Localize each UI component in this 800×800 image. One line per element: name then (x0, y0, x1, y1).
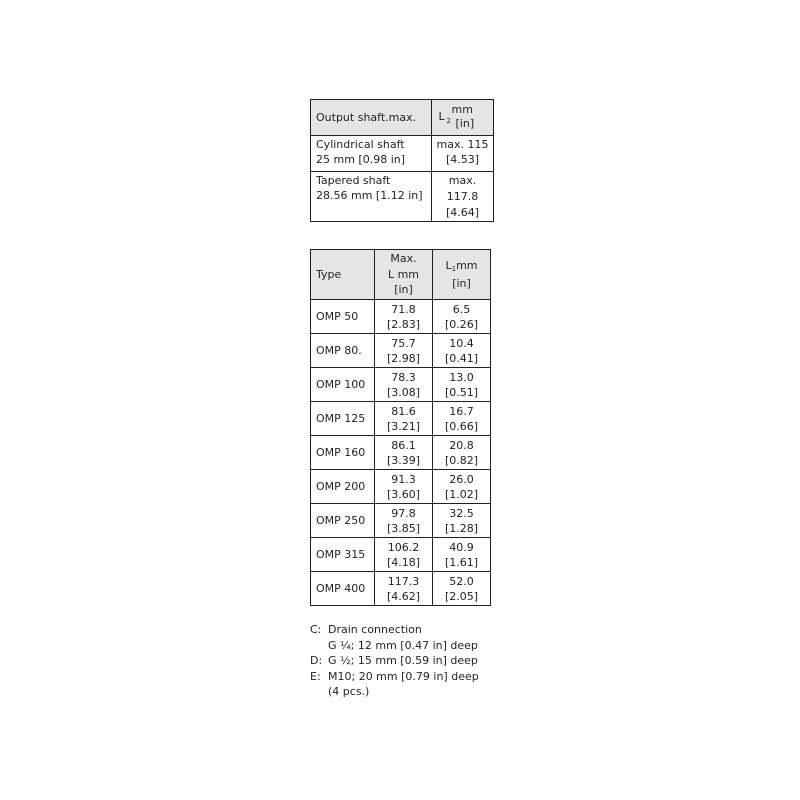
l1-in: [0.66] (444, 419, 479, 433)
l1-mm: 32.5 (449, 506, 474, 520)
l1-in: [0.51] (444, 385, 479, 399)
type-table-body (311, 300, 491, 606)
shaft-value-cell (432, 171, 494, 221)
l2-subscript: 2 (446, 117, 451, 125)
shaft-value-line2: [4.53] (445, 153, 480, 166)
l1-cell (433, 368, 491, 402)
type-cell: OMP 200 (311, 470, 375, 504)
note-d (310, 653, 479, 669)
l1-cell (433, 300, 491, 334)
max-l-line2: L mm (387, 267, 420, 281)
max-l-cell (375, 504, 433, 538)
max-l-cell (375, 334, 433, 368)
max-l-cell (375, 470, 433, 504)
connection-notes (310, 622, 479, 700)
l1-mm: 20.8 (449, 438, 474, 452)
shaft-table-header-row (311, 100, 494, 136)
max-l-cell (375, 402, 433, 436)
table-row (311, 436, 491, 470)
l1-in: [2.05] (444, 589, 479, 603)
type-cell: OMP 100 (311, 368, 375, 402)
shaft-value-line3: [4.64] (445, 205, 480, 219)
max-l-in: [3.39] (386, 453, 421, 467)
note-letter: C: (310, 623, 322, 636)
l2-header-label (438, 100, 488, 130)
l1-mm: 13.0 (449, 370, 474, 384)
l1-in: [1.02] (444, 487, 479, 501)
max-l-in: [3.08] (386, 385, 421, 399)
shaft-value-line1: max. (448, 173, 477, 187)
max-l-cell (375, 572, 433, 606)
shaft-value-line1: max. 115 (436, 137, 489, 151)
shaft-row-cylindrical (311, 135, 494, 171)
max-l-mm: 97.8 (391, 506, 416, 520)
l1-cell (433, 504, 491, 538)
note-text: Drain connection (328, 623, 422, 636)
note-letter: D: (310, 654, 323, 668)
shaft-header-l2 (432, 100, 494, 136)
table-row (311, 470, 491, 504)
l1-mm: 10.4 (449, 336, 474, 350)
l1-subscript: 1 (451, 265, 457, 273)
note-c-detail: G ¼; 12 mm [0.47 in] deep (328, 638, 478, 652)
l2-unit-mm: mm (451, 103, 473, 116)
max-l-mm: 71.8 (391, 302, 416, 316)
table-row (311, 300, 491, 334)
type-cell: OMP 315 (311, 538, 375, 572)
shaft-name-cell (311, 135, 432, 171)
l1-mm: 52.0 (449, 574, 474, 588)
type-header-type: Type (311, 250, 375, 300)
max-l-mm: 86.1 (391, 438, 416, 452)
shaft-value-cell (432, 135, 494, 171)
l1-in: [1.28] (444, 521, 479, 535)
type-table-header-row (311, 250, 491, 300)
l1-in: [0.26] (444, 317, 479, 331)
type-cell: OMP 50 (311, 300, 375, 334)
l1-cell (433, 470, 491, 504)
note-e-detail: (4 pcs.) (328, 685, 370, 699)
table-row (311, 538, 491, 572)
shaft-row-tapered (311, 171, 494, 221)
max-l-cell (375, 436, 433, 470)
l1-line1 (433, 258, 490, 276)
table-row (311, 402, 491, 436)
l1-mm: 26.0 (449, 472, 474, 486)
type-cell: OMP 125 (311, 402, 375, 436)
type-cell: OMP 400 (311, 572, 375, 606)
type-cell: OMP 160 (311, 436, 375, 470)
max-l-cell (375, 538, 433, 572)
type-dimension-table (310, 249, 491, 606)
type-cell: OMP 250 (311, 504, 375, 538)
l1-line2: [in] (452, 276, 471, 290)
l1-cell (433, 402, 491, 436)
l1-symbol: L (445, 259, 452, 272)
table-row (311, 504, 491, 538)
note-text: G ½; 15 mm [0.59 in] deep (328, 654, 478, 668)
type-cell: OMP 80. (311, 334, 375, 368)
max-l-mm: 106.2 (387, 540, 420, 554)
shaft-name-line2: 25 mm [0.98 in] (316, 153, 406, 166)
max-l-in: [2.83] (386, 317, 421, 331)
max-l-mm: 117.3 (387, 574, 420, 588)
l1-mm: 16.7 (449, 404, 474, 418)
l1-cell (433, 572, 491, 606)
max-l-mm: 91.3 (391, 472, 416, 486)
max-l-line3: [in] (394, 283, 413, 297)
note-e (310, 669, 479, 685)
max-l-mm: 75.7 (391, 336, 416, 350)
max-l-in: [4.62] (386, 589, 421, 603)
max-l-cell (375, 300, 433, 334)
type-header-l1 (433, 250, 491, 300)
max-l-in: [3.21] (386, 419, 421, 433)
l1-cell (433, 436, 491, 470)
max-l-in: [2.98] (386, 351, 421, 365)
max-l-cell (375, 368, 433, 402)
max-l-line1: Max. (390, 252, 417, 266)
l1-mm: 6.5 (452, 302, 471, 316)
l1-in: [1.61] (444, 555, 479, 569)
shaft-name-line1: Cylindrical shaft (316, 137, 405, 151)
l2-symbol: L (438, 110, 445, 123)
note-letter: E: (310, 669, 321, 683)
table-row (311, 368, 491, 402)
l1-in: [0.82] (444, 453, 479, 467)
shaft-name-line2: 28.56 mm [1.12 in] (316, 189, 423, 202)
max-l-mm: 78.3 (391, 370, 416, 384)
max-l-in: [3.85] (386, 521, 421, 535)
max-l-in: [3.60] (386, 487, 421, 501)
l1-cell (433, 334, 491, 368)
l2-unit-in: [in] (455, 117, 475, 130)
note-text: M10; 20 mm [0.79 in] deep (328, 669, 479, 683)
shaft-value-line2: 117.8 (446, 189, 479, 203)
type-header-max-l (375, 250, 433, 300)
max-l-in: [4.18] (386, 555, 421, 569)
table-row (311, 572, 491, 606)
shaft-name-line1: Tapered shaft (316, 173, 391, 187)
l1-unit-mm: mm (456, 259, 478, 272)
l1-in: [0.41] (444, 351, 479, 365)
l1-cell (433, 538, 491, 572)
table-row (311, 334, 491, 368)
note-c (310, 622, 479, 638)
shaft-header-output-shaft: Output shaft.max. (311, 100, 432, 136)
shaft-name-cell (311, 171, 432, 221)
max-l-mm: 81.6 (391, 404, 416, 418)
l1-mm: 40.9 (449, 540, 474, 554)
output-shaft-table (310, 99, 494, 222)
